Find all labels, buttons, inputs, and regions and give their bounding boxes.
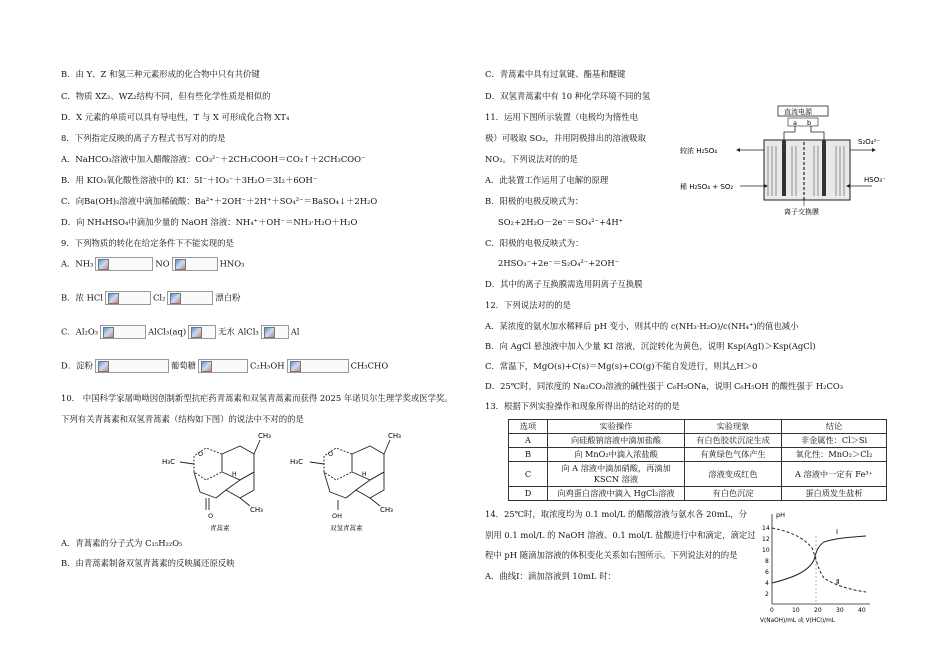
electrolysis-cell-figure bbox=[680, 104, 895, 216]
table-cell: 有白色沉淀 bbox=[685, 487, 782, 501]
table-cell: A bbox=[509, 434, 548, 448]
mol1-h: H bbox=[232, 471, 237, 478]
q10-stem-line1: 10. 中国科学家屠呦呦因创制新型抗疟药青蒿素和双氢青蒿素而获得 2025 年诺贝尔生理学奖或医学奖。 bbox=[61, 393, 453, 403]
cathode bbox=[822, 140, 826, 196]
q8-stem: 8．下列指定反映的离子方程式书写对的的是 bbox=[61, 133, 226, 143]
table-header-row bbox=[509, 420, 887, 434]
table-row bbox=[509, 487, 887, 501]
reaction-condition-image bbox=[261, 325, 289, 339]
table-cell: 向 MnO₂中滴入浓盐酸 bbox=[548, 448, 685, 462]
table-cell: A 溶液中一定有 Fe³⁺ bbox=[782, 462, 887, 487]
table-cell: 蛋白质发生盐析 bbox=[782, 487, 887, 501]
y-tick: 10 bbox=[762, 547, 770, 554]
q8-option-d: D．向 NH₄HSO₄中滴加少量的 NaOH 溶液：NH₄⁺＋OH⁻＝NH₃·H₂O＋H₂O bbox=[61, 217, 358, 227]
table-cell: 向硅酸钠溶液中滴加盐酸 bbox=[548, 434, 685, 448]
y-tick: 8 bbox=[765, 558, 769, 565]
q10-option-b: B．由青蒿素制备双氢青蒿素的反映属还原反映 bbox=[61, 558, 235, 568]
terminal-b: b bbox=[807, 119, 812, 127]
terminal-a: a bbox=[793, 119, 797, 127]
q11-option-a: A．此装置工作运用了电解的原理 bbox=[485, 175, 609, 185]
y-tick: 2 bbox=[765, 591, 769, 598]
q7-option-c: C．物质 XZ₂、WZ₂结构不同，但有些化学性质是相似的 bbox=[61, 91, 271, 101]
mol2-oxygen: O bbox=[328, 450, 334, 458]
table-cell: 溶液变成红色 bbox=[685, 462, 782, 487]
q14-stem-line3: 程中 pH 随滴加溶液的体积变化关系如右图所示。下列说法对的的是 bbox=[485, 550, 738, 560]
q12-option-c: C．常温下，MgO(s)+C(s)＝Mg(s)+CO(g)不能自发进行，则其△H＞0 bbox=[485, 361, 758, 371]
cell-tank bbox=[764, 140, 850, 200]
q9-option-d: D．淀粉 葡萄糖 C₂H₅OH CH₃CHO bbox=[61, 359, 388, 373]
outlet-top-left-label: 较浓 H₂SO₄ bbox=[680, 147, 718, 155]
membrane-label: 离子交换膜 bbox=[784, 208, 819, 216]
reaction-condition-image bbox=[167, 291, 213, 305]
reaction-condition-image bbox=[95, 257, 153, 271]
mol2-h: H bbox=[362, 471, 367, 478]
q7-option-b: B．由 Y、Z 和氢三种元素形成的化合物中只有共价键 bbox=[61, 69, 260, 79]
table-cell: 非金属性：Cl＞Si bbox=[782, 434, 887, 448]
mol1-ch3-top: CH₃ bbox=[258, 432, 271, 440]
y-axis-label: pH bbox=[776, 511, 786, 519]
y-tick-labels bbox=[762, 525, 770, 598]
y-tick: 6 bbox=[765, 569, 769, 576]
reaction-condition-image bbox=[100, 325, 146, 339]
mol1-h3c: H₃C bbox=[162, 458, 175, 466]
x-tick: 20 bbox=[814, 607, 822, 614]
mol1-oxygen: O bbox=[198, 450, 204, 458]
x-tick: 30 bbox=[836, 607, 844, 614]
table-cell: 有黄绿色气体产生 bbox=[685, 448, 782, 462]
reaction-condition-image bbox=[95, 359, 169, 373]
mol2-oh: OH bbox=[332, 512, 343, 520]
y-tick: 14 bbox=[762, 525, 770, 532]
q11-stem-line2: 极）可吸取 SO₂，并用阴极排出的溶液吸取 bbox=[485, 133, 646, 143]
q9-option-c: C．Al₂O₃ AlCl₃(aq) 无水 AlCl₃ Al bbox=[61, 325, 299, 339]
q12-option-a: A．某浓度的氨水加水稀释后 pH 变小，则其中的 c(NH₃·H₂O)/c(NH₄⁺)的值也减小 bbox=[485, 321, 799, 331]
molecule-figures bbox=[150, 426, 420, 532]
curve-i-label: Ⅰ bbox=[836, 528, 839, 536]
table-cell: D bbox=[509, 487, 548, 501]
table-header: 实验现象 bbox=[685, 420, 782, 434]
q14-stem-line1: 14．25℃时，取浓度均为 0.1 mol/L 的醋酸溶液与氨水各 20mL，分 bbox=[485, 509, 747, 519]
q8-option-c: C．向Ba(OH)₂溶液中滴加稀硫酸：Ba²⁺＋2OH⁻＋2H⁺＋SO₄²⁻＝BaSO₄↓＋2H₂O bbox=[61, 196, 378, 206]
q10-option-a: A．青蒿素的分子式为 C₁₅H₂₂O₅ bbox=[61, 538, 183, 548]
q11-option-b: B．阳极的电极反映式为： bbox=[485, 196, 584, 206]
q11-option-c: C．阳极的电极反映式为： bbox=[485, 238, 584, 248]
q11-stem-line1: 11．运用下图所示装置（电极均为惰性电 bbox=[485, 112, 639, 122]
inlet-bottom-left-label: 稀 H₂SO₄ + SO₂ bbox=[680, 183, 734, 191]
table-row bbox=[509, 434, 887, 448]
q13-stem: 13．根据下列实验操作和现象所得出的结论对的的是 bbox=[485, 401, 680, 411]
q11-stem-line3: NO₂。下列说法对的的是 bbox=[485, 154, 578, 164]
table-cell: C bbox=[509, 462, 548, 487]
curve-i bbox=[772, 536, 866, 583]
titration-graph bbox=[752, 508, 876, 626]
mol2-ch3-bottom: CH₃ bbox=[380, 506, 393, 514]
q11-option-d: D．其中的离子互换膜需选用阴离子互换膜 bbox=[485, 279, 643, 289]
reaction-condition-image bbox=[105, 291, 151, 305]
q11-option-c-eq: 2HSO₃⁻+2e⁻＝S₂O₄²⁻+2OH⁻ bbox=[498, 258, 620, 268]
table-cell: 氧化性：MnO₂＞Cl₂ bbox=[782, 448, 887, 462]
x-axis-label: V(NaOH)/mL 或 V(HCl)/mL bbox=[760, 618, 835, 624]
x-tick: 40 bbox=[858, 607, 866, 614]
mol1-carbonyl-o: O bbox=[208, 512, 214, 520]
table-cell: 向鸡蛋白溶液中滴入 HgCl₂溶液 bbox=[548, 487, 685, 501]
dihydroartemisinin-structure bbox=[310, 440, 390, 510]
reaction-condition-image bbox=[198, 359, 248, 373]
table-row bbox=[509, 448, 887, 462]
q9-stem: 9．下列物质的转化在给定条件下不能实现的是 bbox=[61, 238, 234, 248]
q12-option-d: D．25℃时，同浓度的 Na₂CO₃溶液的碱性强于 C₆H₅ONa，说明 C₆H₅OH 的酸性强于 H₂CO₃ bbox=[485, 381, 844, 391]
y-tick: 12 bbox=[762, 536, 770, 543]
q14-stem-line2: 别用 0.1 mol/L 的 NaOH 溶液、0.1 mol/L 盐酸进行中和滴定，滴定过 bbox=[485, 530, 756, 540]
x-tick-labels bbox=[770, 607, 866, 614]
table-header: 结论 bbox=[782, 420, 887, 434]
table-row bbox=[509, 462, 887, 487]
outlet-top-right-label: S₂O₄²⁻ bbox=[858, 138, 881, 146]
artemisinin-structure bbox=[180, 440, 260, 510]
q12-option-b: B．向 AgCl 悬浊液中加入少量 KI 溶液，沉淀转化为黄色，说明 Ksp(AgI)＞Ksp(AgCl) bbox=[485, 341, 816, 351]
y-tick: 4 bbox=[765, 580, 769, 587]
curve-ii-label: Ⅱ bbox=[836, 578, 840, 586]
q7-option-d: D．X 元素的单质可以具有导电性，T 与 X 可形成化合物 XT₄ bbox=[61, 112, 290, 122]
x-tick: 0 bbox=[770, 607, 774, 614]
anode bbox=[782, 140, 786, 196]
q12-stem: 12．下列说法对的的是 bbox=[485, 300, 572, 310]
mol2-caption: 双氢青蒿素 bbox=[330, 524, 363, 532]
inlet-bottom-right-label: HSO₃⁻ bbox=[864, 176, 886, 184]
q10-stem-line2: 下列有关青蒿素和双氢青蒿素（结构如下图）的说法中不对的的是 bbox=[61, 414, 304, 424]
table-cell: 向 A 溶液中滴加硝酸，再滴加 KSCN 溶液 bbox=[548, 462, 685, 487]
q9-option-a: A．NH₃ NO HNO₃ bbox=[61, 257, 244, 271]
table-header: 选项 bbox=[509, 420, 548, 434]
q10-option-c: C．青蒿素中具有过氧键、酯基和醚键 bbox=[485, 69, 626, 79]
q8-option-b: B．用 KIO₃氧化酸性溶液中的 KI：5I⁻＋IO₃⁻＋3H₂O＝3I₂＋6OH⁻ bbox=[61, 175, 318, 185]
q14-option-a: A．曲线Ⅰ：滴加溶液到 10mL 时： bbox=[485, 571, 616, 581]
mol2-ch3-top: CH₃ bbox=[388, 432, 401, 440]
table-header: 实验操作 bbox=[548, 420, 685, 434]
power-source-label: 直流电源 bbox=[784, 108, 812, 116]
q10-option-d: D．双氢青蒿素中有 10 种化学环境不同的氢 bbox=[485, 91, 651, 101]
mol1-caption: 青蒿素 bbox=[210, 524, 230, 532]
mol1-ch3-bottom: CH₃ bbox=[250, 506, 263, 514]
table-cell: B bbox=[509, 448, 548, 462]
reaction-condition-image bbox=[188, 325, 216, 339]
q13-table bbox=[508, 419, 887, 501]
table-cell: 有白色胶状沉淀生成 bbox=[685, 434, 782, 448]
q9-option-b: B．浓 HCl Cl₂ 漂白粉 bbox=[61, 291, 241, 305]
mol2-h3c: H₃C bbox=[290, 458, 303, 466]
reaction-condition-image bbox=[287, 359, 349, 373]
q11-option-b-eq: SO₂+2H₂O－2e⁻＝SO₄²⁻+4H⁺ bbox=[498, 217, 624, 227]
x-tick: 10 bbox=[792, 607, 800, 614]
reaction-condition-image bbox=[172, 257, 218, 271]
q8-option-a: A．NaHCO₃溶液中加入醋酸溶液：CO₃²⁻＋2CH₃COOH＝CO₂↑＋2CH₃COO⁻ bbox=[61, 154, 366, 164]
